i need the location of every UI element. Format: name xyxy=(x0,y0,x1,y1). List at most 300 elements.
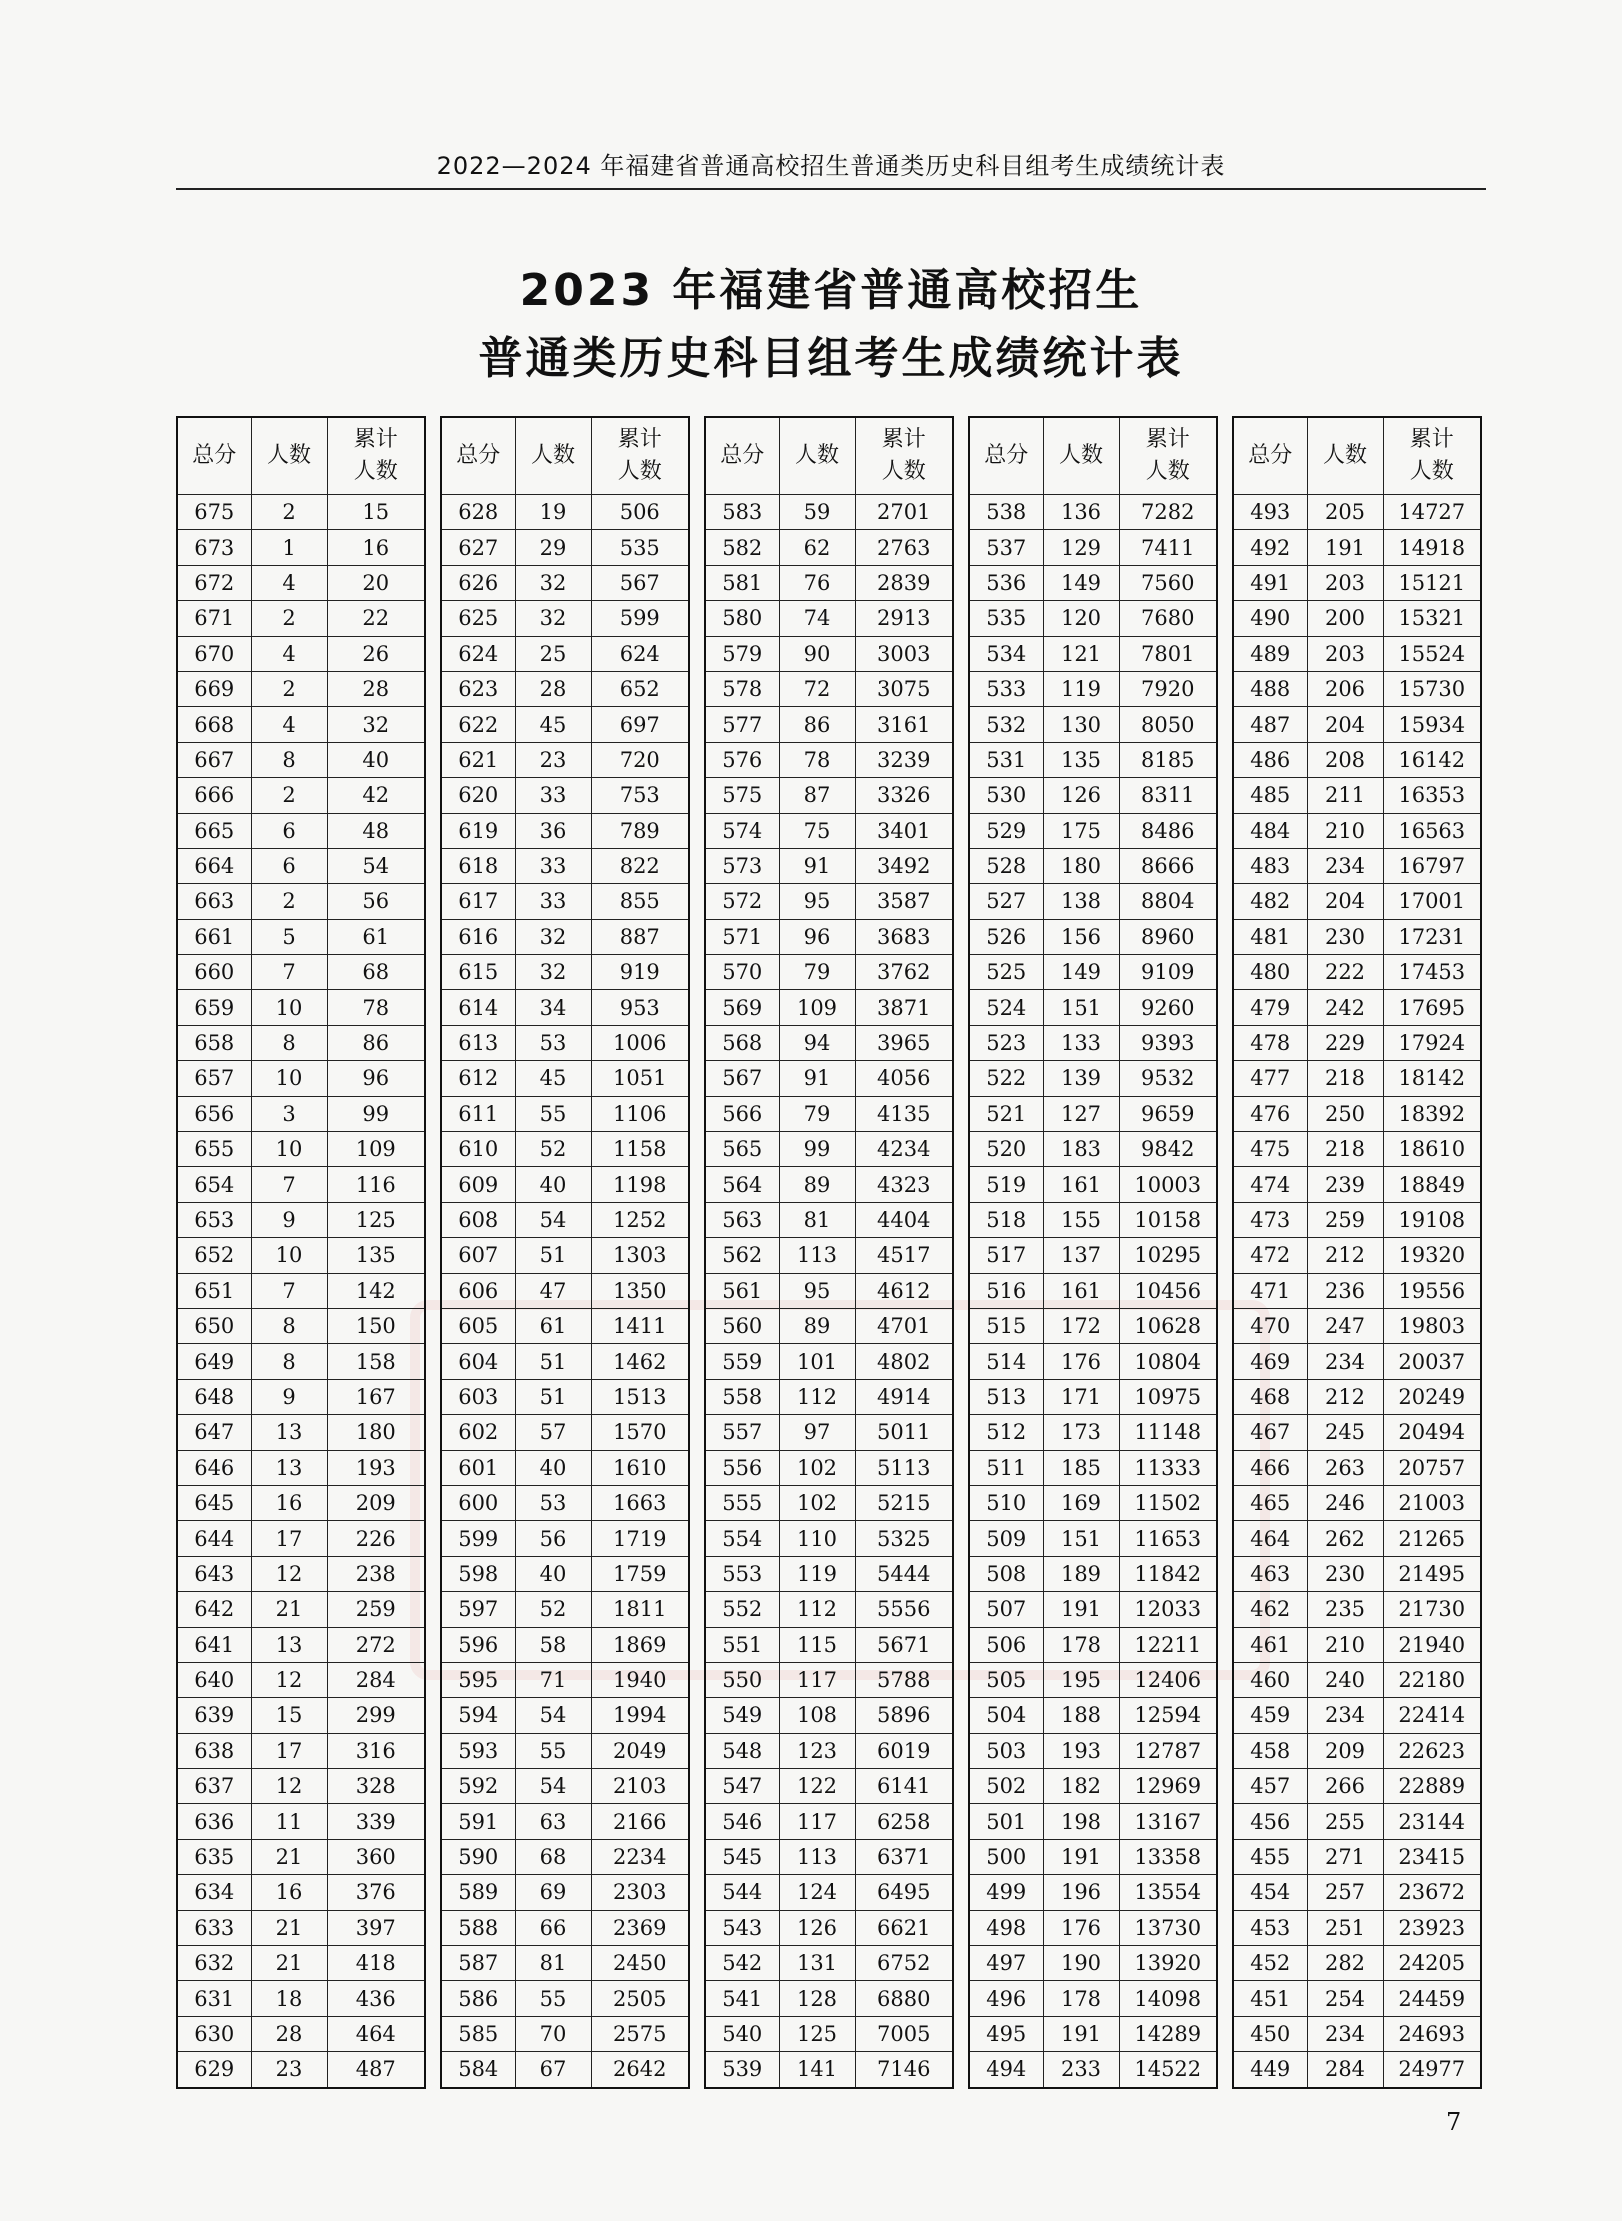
cumulative-cell: 2575 xyxy=(591,2016,689,2051)
count-cell: 263 xyxy=(1307,1450,1383,1485)
table-row xyxy=(705,1273,953,1308)
cumulative-cell: 7920 xyxy=(1119,671,1217,706)
table-row xyxy=(969,1025,1217,1060)
cumulative-cell: 1811 xyxy=(591,1592,689,1627)
table-row xyxy=(969,495,1217,530)
cumulative-cell: 1006 xyxy=(591,1025,689,1060)
cumulative-cell: 3683 xyxy=(855,919,953,954)
table-row xyxy=(177,990,425,1025)
score-table-3 xyxy=(704,416,954,2089)
count-cell: 55 xyxy=(515,1981,591,2016)
table-row xyxy=(441,2052,689,2088)
score-cell: 486 xyxy=(1233,742,1307,777)
table-row xyxy=(705,565,953,600)
score-cell: 600 xyxy=(441,1485,515,1520)
count-cell: 108 xyxy=(779,1698,855,1733)
count-cell: 78 xyxy=(779,742,855,777)
count-cell: 130 xyxy=(1043,707,1119,742)
count-cell: 210 xyxy=(1307,813,1383,848)
cumulative-cell: 8804 xyxy=(1119,884,1217,919)
table-row xyxy=(705,884,953,919)
count-cell: 72 xyxy=(779,671,855,706)
cumulative-cell: 8185 xyxy=(1119,742,1217,777)
table-row xyxy=(969,1733,1217,1768)
table-row xyxy=(1233,1450,1481,1485)
table-row xyxy=(1233,1627,1481,1662)
score-cell: 487 xyxy=(1233,707,1307,742)
table-row xyxy=(177,919,425,954)
cumulative-cell: 652 xyxy=(591,671,689,706)
score-cell: 476 xyxy=(1233,1096,1307,1131)
count-cell: 191 xyxy=(1043,1592,1119,1627)
cumulative-cell: 17001 xyxy=(1383,884,1481,919)
score-cell: 603 xyxy=(441,1379,515,1414)
count-cell: 13 xyxy=(251,1627,327,1662)
count-cell: 137 xyxy=(1043,1238,1119,1273)
page-title-line-1: 2023 年福建省普通高校招生 xyxy=(519,265,1143,316)
score-cell: 491 xyxy=(1233,565,1307,600)
score-cell: 556 xyxy=(705,1450,779,1485)
score-cell: 460 xyxy=(1233,1662,1307,1697)
score-cell: 666 xyxy=(177,778,251,813)
table-row xyxy=(705,1733,953,1768)
header-cumulative: 累计 人数 xyxy=(327,417,425,495)
score-cell: 612 xyxy=(441,1061,515,1096)
score-cell: 468 xyxy=(1233,1379,1307,1414)
cumulative-cell: 9393 xyxy=(1119,1025,1217,1060)
table-row xyxy=(1233,495,1481,530)
score-cell: 552 xyxy=(705,1592,779,1627)
cumulative-cell: 7282 xyxy=(1119,495,1217,530)
score-cell: 615 xyxy=(441,955,515,990)
table-row xyxy=(969,1556,1217,1591)
table-row xyxy=(969,671,1217,706)
table-row xyxy=(705,1946,953,1981)
score-cell: 554 xyxy=(705,1521,779,1556)
count-cell: 8 xyxy=(251,1308,327,1343)
table-row xyxy=(177,1132,425,1167)
score-cell: 450 xyxy=(1233,2016,1307,2051)
table-row xyxy=(177,1804,425,1839)
score-cell: 583 xyxy=(705,495,779,530)
count-cell: 206 xyxy=(1307,671,1383,706)
score-cell: 517 xyxy=(969,1238,1043,1273)
header-total-score: 总分 xyxy=(177,417,251,495)
score-cell: 660 xyxy=(177,955,251,990)
score-cell: 610 xyxy=(441,1132,515,1167)
score-cell: 462 xyxy=(1233,1592,1307,1627)
cumulative-cell: 16797 xyxy=(1383,848,1481,883)
table-row xyxy=(441,1379,689,1414)
score-cell: 664 xyxy=(177,848,251,883)
count-cell: 230 xyxy=(1307,919,1383,954)
table-row xyxy=(441,1592,689,1627)
table-row xyxy=(441,1344,689,1379)
cumulative-cell: 8486 xyxy=(1119,813,1217,848)
count-cell: 70 xyxy=(515,2016,591,2051)
cumulative-cell: 953 xyxy=(591,990,689,1025)
count-cell: 58 xyxy=(515,1627,591,1662)
count-cell: 51 xyxy=(515,1238,591,1273)
count-cell: 115 xyxy=(779,1627,855,1662)
table-row xyxy=(969,707,1217,742)
score-table-2 xyxy=(440,416,690,2089)
table-row xyxy=(1233,1981,1481,2016)
cumulative-cell: 86 xyxy=(327,1025,425,1060)
header-cumulative: 累计 人数 xyxy=(1119,417,1217,495)
table-row xyxy=(441,1662,689,1697)
cumulative-cell: 1719 xyxy=(591,1521,689,1556)
header-count: 人数 xyxy=(779,417,855,495)
score-cell: 570 xyxy=(705,955,779,990)
cumulative-cell: 855 xyxy=(591,884,689,919)
score-cell: 495 xyxy=(969,2016,1043,2051)
score-cell: 473 xyxy=(1233,1202,1307,1237)
table-row xyxy=(969,1096,1217,1131)
count-cell: 17 xyxy=(251,1733,327,1768)
count-cell: 90 xyxy=(779,636,855,671)
table-row xyxy=(441,495,689,530)
table-row xyxy=(177,1662,425,1697)
count-cell: 200 xyxy=(1307,601,1383,636)
score-cell: 580 xyxy=(705,601,779,636)
table-row xyxy=(1233,1698,1481,1733)
count-cell: 69 xyxy=(515,1875,591,1910)
cumulative-cell: 1303 xyxy=(591,1238,689,1273)
score-cell: 597 xyxy=(441,1592,515,1627)
cumulative-cell: 3871 xyxy=(855,990,953,1025)
table-row xyxy=(705,636,953,671)
count-cell: 185 xyxy=(1043,1450,1119,1485)
header-count: 人数 xyxy=(1307,417,1383,495)
cumulative-cell: 4404 xyxy=(855,1202,953,1237)
cumulative-cell: 2103 xyxy=(591,1769,689,1804)
table-row xyxy=(441,1202,689,1237)
count-cell: 169 xyxy=(1043,1485,1119,1520)
count-cell: 61 xyxy=(515,1308,591,1343)
score-cell: 626 xyxy=(441,565,515,600)
cumulative-cell: 1869 xyxy=(591,1627,689,1662)
count-cell: 136 xyxy=(1043,495,1119,530)
table-row xyxy=(441,1556,689,1591)
table-row xyxy=(705,707,953,742)
score-cell: 618 xyxy=(441,848,515,883)
cumulative-cell: 5671 xyxy=(855,1627,953,1662)
count-cell: 234 xyxy=(1307,1344,1383,1379)
header-cumulative: 累计 人数 xyxy=(591,417,689,495)
score-cell: 483 xyxy=(1233,848,1307,883)
score-cell: 635 xyxy=(177,1839,251,1874)
cumulative-cell: 193 xyxy=(327,1450,425,1485)
cumulative-cell: 18849 xyxy=(1383,1167,1481,1202)
count-cell: 117 xyxy=(779,1662,855,1697)
count-cell: 180 xyxy=(1043,848,1119,883)
count-cell: 149 xyxy=(1043,565,1119,600)
table-row xyxy=(705,1450,953,1485)
cumulative-cell: 13554 xyxy=(1119,1875,1217,1910)
score-cell: 562 xyxy=(705,1238,779,1273)
cumulative-cell: 10804 xyxy=(1119,1344,1217,1379)
cumulative-cell: 8050 xyxy=(1119,707,1217,742)
score-cell: 463 xyxy=(1233,1556,1307,1591)
score-cell: 523 xyxy=(969,1025,1043,1060)
count-cell: 230 xyxy=(1307,1556,1383,1591)
score-cell: 656 xyxy=(177,1096,251,1131)
count-cell: 183 xyxy=(1043,1132,1119,1167)
count-cell: 191 xyxy=(1043,1839,1119,1874)
count-cell: 40 xyxy=(515,1450,591,1485)
score-cell: 490 xyxy=(1233,601,1307,636)
count-cell: 218 xyxy=(1307,1061,1383,1096)
score-cell: 521 xyxy=(969,1096,1043,1131)
count-cell: 191 xyxy=(1043,2016,1119,2051)
table-row xyxy=(969,1981,1217,2016)
score-cell: 669 xyxy=(177,671,251,706)
table-row xyxy=(1233,1379,1481,1414)
cumulative-cell: 20494 xyxy=(1383,1415,1481,1450)
score-cell: 589 xyxy=(441,1875,515,1910)
table-row xyxy=(177,1592,425,1627)
score-cell: 630 xyxy=(177,2016,251,2051)
count-cell: 161 xyxy=(1043,1273,1119,1308)
table-row xyxy=(969,742,1217,777)
cumulative-cell: 14098 xyxy=(1119,1981,1217,2016)
count-cell: 91 xyxy=(779,1061,855,1096)
count-cell: 29 xyxy=(515,530,591,565)
cumulative-cell: 4701 xyxy=(855,1308,953,1343)
table-row xyxy=(441,1273,689,1308)
table-row xyxy=(969,848,1217,883)
score-cell: 582 xyxy=(705,530,779,565)
cumulative-cell: 5896 xyxy=(855,1698,953,1733)
count-cell: 45 xyxy=(515,707,591,742)
score-cell: 484 xyxy=(1233,813,1307,848)
table-row xyxy=(177,1627,425,1662)
table-row xyxy=(705,1202,953,1237)
cumulative-cell: 20249 xyxy=(1383,1379,1481,1414)
score-cell: 494 xyxy=(969,2052,1043,2088)
table-row xyxy=(969,1308,1217,1343)
score-cell: 590 xyxy=(441,1839,515,1874)
count-cell: 229 xyxy=(1307,1025,1383,1060)
table-row xyxy=(1233,671,1481,706)
cumulative-cell: 135 xyxy=(327,1238,425,1273)
score-cell: 655 xyxy=(177,1132,251,1167)
score-cell: 605 xyxy=(441,1308,515,1343)
score-cell: 456 xyxy=(1233,1804,1307,1839)
score-cell: 458 xyxy=(1233,1733,1307,1768)
cumulative-cell: 9260 xyxy=(1119,990,1217,1025)
cumulative-cell: 2234 xyxy=(591,1839,689,1874)
count-cell: 109 xyxy=(779,990,855,1025)
score-cell: 524 xyxy=(969,990,1043,1025)
score-cell: 488 xyxy=(1233,671,1307,706)
cumulative-cell: 1252 xyxy=(591,1202,689,1237)
cumulative-cell: 8960 xyxy=(1119,919,1217,954)
score-cell: 611 xyxy=(441,1096,515,1131)
count-cell: 53 xyxy=(515,1025,591,1060)
count-cell: 173 xyxy=(1043,1415,1119,1450)
count-cell: 176 xyxy=(1043,1344,1119,1379)
score-cell: 475 xyxy=(1233,1132,1307,1167)
score-cell: 606 xyxy=(441,1273,515,1308)
score-cell: 546 xyxy=(705,1804,779,1839)
table-row xyxy=(177,1238,425,1273)
table-row xyxy=(969,813,1217,848)
table-row xyxy=(1233,778,1481,813)
cumulative-cell: 68 xyxy=(327,955,425,990)
count-cell: 242 xyxy=(1307,990,1383,1025)
table-row xyxy=(705,1132,953,1167)
score-cell: 535 xyxy=(969,601,1043,636)
cumulative-cell: 6258 xyxy=(855,1804,953,1839)
count-cell: 188 xyxy=(1043,1698,1119,1733)
score-cell: 558 xyxy=(705,1379,779,1414)
cumulative-cell: 6371 xyxy=(855,1839,953,1874)
table-row xyxy=(705,1875,953,1910)
cumulative-cell: 4802 xyxy=(855,1344,953,1379)
score-cell: 636 xyxy=(177,1804,251,1839)
score-cell: 501 xyxy=(969,1804,1043,1839)
table-row xyxy=(969,1415,1217,1450)
cumulative-cell: 5444 xyxy=(855,1556,953,1591)
cumulative-cell: 272 xyxy=(327,1627,425,1662)
cumulative-cell: 16563 xyxy=(1383,813,1481,848)
cumulative-cell: 21003 xyxy=(1383,1485,1481,1520)
table-row xyxy=(177,671,425,706)
table-row xyxy=(441,1132,689,1167)
score-cell: 452 xyxy=(1233,1946,1307,1981)
count-cell: 218 xyxy=(1307,1132,1383,1167)
score-cell: 591 xyxy=(441,1804,515,1839)
score-cell: 522 xyxy=(969,1061,1043,1096)
table-row xyxy=(705,1379,953,1414)
count-cell: 123 xyxy=(779,1733,855,1768)
table-row xyxy=(177,1344,425,1379)
cumulative-cell: 9109 xyxy=(1119,955,1217,990)
table-row xyxy=(705,2016,953,2051)
count-cell: 151 xyxy=(1043,990,1119,1025)
count-cell: 102 xyxy=(779,1485,855,1520)
cumulative-cell: 4135 xyxy=(855,1096,953,1131)
table-row xyxy=(177,1485,425,1520)
table-row xyxy=(969,1804,1217,1839)
table-row xyxy=(969,1946,1217,1981)
score-cell: 614 xyxy=(441,990,515,1025)
cumulative-cell: 535 xyxy=(591,530,689,565)
cumulative-cell: 1513 xyxy=(591,1379,689,1414)
count-cell: 161 xyxy=(1043,1167,1119,1202)
cumulative-cell: 7411 xyxy=(1119,530,1217,565)
table-row xyxy=(969,1167,1217,1202)
table-row xyxy=(1233,813,1481,848)
score-cell: 492 xyxy=(1233,530,1307,565)
cumulative-cell: 17924 xyxy=(1383,1025,1481,1060)
cumulative-cell: 2049 xyxy=(591,1733,689,1768)
count-cell: 255 xyxy=(1307,1804,1383,1839)
table-row xyxy=(969,1592,1217,1627)
cumulative-cell: 21495 xyxy=(1383,1556,1481,1591)
count-cell: 40 xyxy=(515,1167,591,1202)
score-cell: 500 xyxy=(969,1839,1043,1874)
score-cell: 566 xyxy=(705,1096,779,1131)
score-cell: 586 xyxy=(441,1981,515,2016)
count-cell: 97 xyxy=(779,1415,855,1450)
score-cell: 569 xyxy=(705,990,779,1025)
count-cell: 51 xyxy=(515,1379,591,1414)
score-cell: 637 xyxy=(177,1769,251,1804)
cumulative-cell: 5011 xyxy=(855,1415,953,1450)
cumulative-cell: 1610 xyxy=(591,1450,689,1485)
score-cell: 563 xyxy=(705,1202,779,1237)
table-row xyxy=(1233,1804,1481,1839)
table-row xyxy=(1233,955,1481,990)
cumulative-cell: 2450 xyxy=(591,1946,689,1981)
count-cell: 18 xyxy=(251,1981,327,2016)
count-cell: 11 xyxy=(251,1804,327,1839)
count-cell: 6 xyxy=(251,848,327,883)
cumulative-cell: 42 xyxy=(327,778,425,813)
cumulative-cell: 397 xyxy=(327,1910,425,1945)
cumulative-cell: 7801 xyxy=(1119,636,1217,671)
table-row xyxy=(441,530,689,565)
score-cell: 638 xyxy=(177,1733,251,1768)
score-cell: 659 xyxy=(177,990,251,1025)
cumulative-cell: 22 xyxy=(327,601,425,636)
cumulative-cell: 238 xyxy=(327,1556,425,1591)
table-row xyxy=(969,1875,1217,1910)
count-cell: 81 xyxy=(779,1202,855,1237)
cumulative-cell: 12406 xyxy=(1119,1662,1217,1697)
cumulative-cell: 822 xyxy=(591,848,689,883)
count-cell: 113 xyxy=(779,1839,855,1874)
cumulative-cell: 18610 xyxy=(1383,1132,1481,1167)
score-cell: 467 xyxy=(1233,1415,1307,1450)
table-row xyxy=(969,1769,1217,1804)
table-row xyxy=(1233,1662,1481,1697)
count-cell: 54 xyxy=(515,1769,591,1804)
score-cell: 654 xyxy=(177,1167,251,1202)
cumulative-cell: 8311 xyxy=(1119,778,1217,813)
table-row xyxy=(1233,1839,1481,1874)
score-cell: 628 xyxy=(441,495,515,530)
count-cell: 259 xyxy=(1307,1202,1383,1237)
score-cell: 464 xyxy=(1233,1521,1307,1556)
score-cell: 513 xyxy=(969,1379,1043,1414)
header-total-score: 总分 xyxy=(705,417,779,495)
cumulative-cell: 1940 xyxy=(591,1662,689,1697)
count-cell: 7 xyxy=(251,1273,327,1308)
score-cell: 533 xyxy=(969,671,1043,706)
count-cell: 36 xyxy=(515,813,591,848)
table-row xyxy=(705,601,953,636)
count-cell: 23 xyxy=(515,742,591,777)
cumulative-cell: 125 xyxy=(327,1202,425,1237)
table-row xyxy=(1233,1025,1481,1060)
score-table-1 xyxy=(176,416,426,2089)
count-cell: 196 xyxy=(1043,1875,1119,1910)
cumulative-cell: 436 xyxy=(327,1981,425,2016)
cumulative-cell: 10295 xyxy=(1119,1238,1217,1273)
count-cell: 119 xyxy=(779,1556,855,1591)
count-cell: 266 xyxy=(1307,1769,1383,1804)
score-cell: 601 xyxy=(441,1450,515,1485)
cumulative-cell: 4914 xyxy=(855,1379,953,1414)
cumulative-cell: 2505 xyxy=(591,1981,689,2016)
cumulative-cell: 339 xyxy=(327,1804,425,1839)
count-cell: 271 xyxy=(1307,1839,1383,1874)
table-row xyxy=(177,1308,425,1343)
